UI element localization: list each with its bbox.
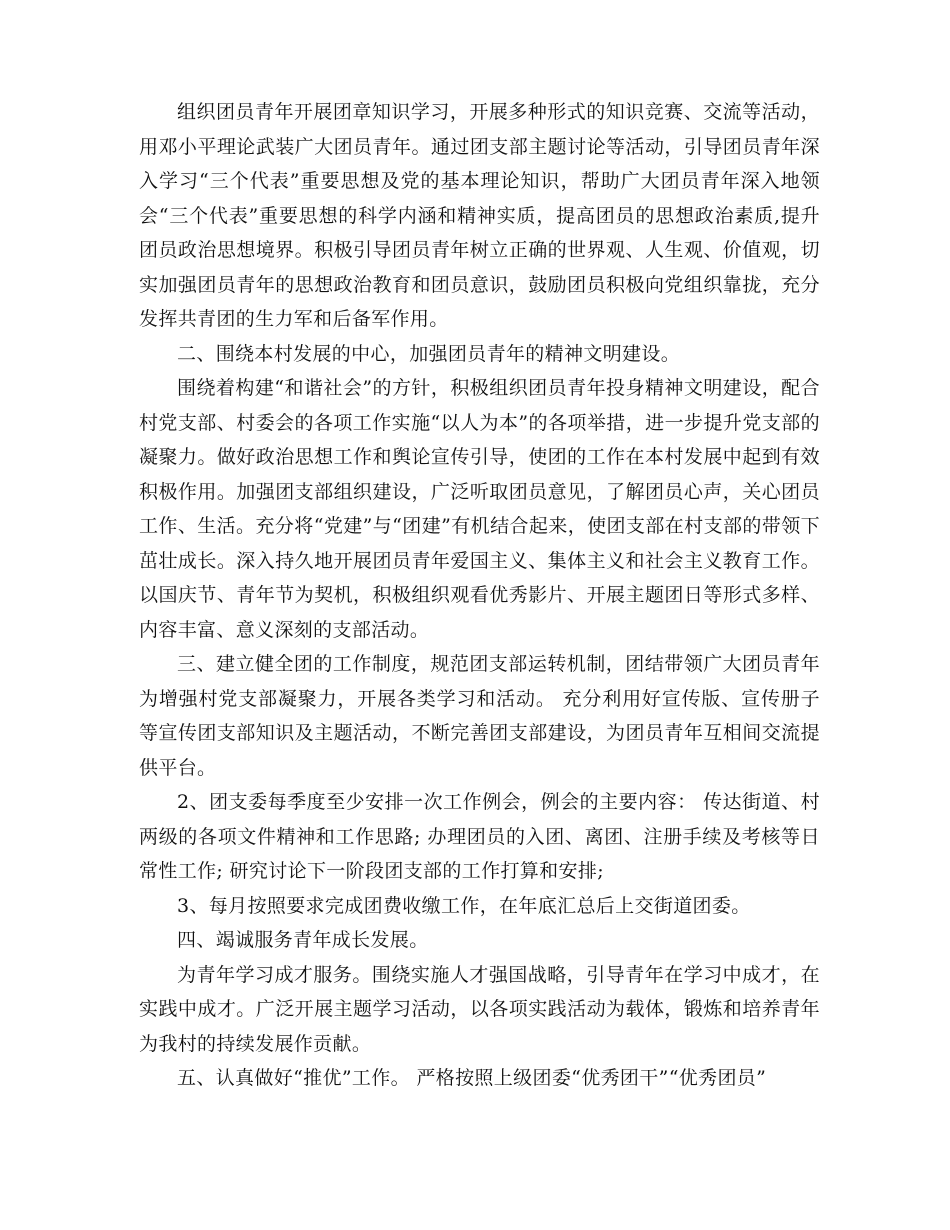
document-body [139, 95, 820, 1096]
section-heading-3: 三、建立健全团的工作制度，规范团支部运转机制，团结带领广大团员青年为增强村党支部凝聚力，开展各类学习和活动。 充分利用好宣传版、宣传册子等宣传团支部知识及主题活动，不断完善团支部建设，为团员青年互相间交流提供平台。 [139, 653, 820, 779]
list-item-3: 3、每月按照要求完成团费收缴工作，在年底汇总后上交街道团委。 [177, 894, 751, 917]
section-heading-4: 四、竭诚服务青年成长发展。 [177, 929, 429, 951]
paragraph-1: 组织团员青年开展团章知识学习，开展多种形式的知识竞赛、交流等活动，用邓小平理论武装广大团员青年。通过团支部主题讨论等活动，引导团员青年深入学习“三个代表”重要思想及党的基本理论知识，帮助广大团员青年深入地领会“三个代表”重要思想的科学内涵和精神实质，提高团员的思想政治素质,提升团员政治思想境界。积极引导团员青年树立正确的世界观、人生观、价值观，切实加强团员青年的思想政治教育和团员意识，鼓励团员积极向党组织靠拢，充分发挥共青团的生力军和后备军作用。 [139, 101, 820, 330]
paragraph-3: 围绕着构建“和谐社会”的方针，积极组织团员青年投身精神文明建设，配合村党支部、村委会的各项工作实施“以人为本”的各项举措，进一步提升党支部的凝聚力。做好政治思想工作和舆论宣传引导，使团的工作在本村发展中起到有效积极作用。加强团支部组织建设，广泛听取团员意见，了解团员心声，关心团员工作、生活。充分将“党建”与“团建”有机结合起来，使团支部在村支部的带领下茁壮成长。深入持久地开展团员青年爱国主义、集体主义和社会主义教育工作。以国庆节、青年节为契机，积极组织观看优秀影片、开展主题团日等形式多样、内容丰富、意义深刻的支部活动。 [139, 377, 820, 641]
list-item-2: 2、团支委每季度至少安排一次工作例会，例会的主要内容： 传达街道、村两级的各项文件精神和工作思路; 办理团员的入团、离团、注册手续及考核等日常性工作; 研究讨论下一阶段团支部的工作打算和安排; [139, 791, 820, 882]
section-heading-5: 五、认真做好“推优”工作。 严格按照上级团委“优秀团干”“优秀团员” [177, 1067, 767, 1089]
paragraph-8: 为青年学习成才服务。围绕实施人才强国战略，引导青年在学习中成才，在实践中成才。广泛开展主题学习活动，以各项实践活动为载体，锻炼和培养青年为我村的持续发展作贡献。 [139, 963, 820, 1055]
section-heading-2: 二、围绕本村发展的中心，加强团员青年的精神文明建设。 [177, 342, 681, 365]
